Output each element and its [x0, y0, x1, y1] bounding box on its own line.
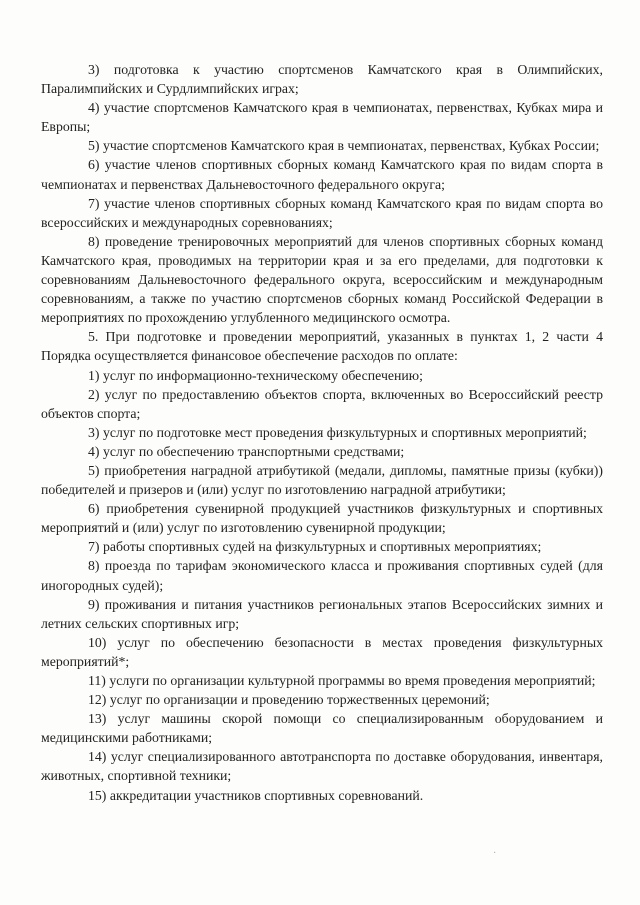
paragraph-item-8: 8) проведение тренировочных мероприятий для членов спортивных сборных команд Камчатского края, проводимых на территории края и за его пределами, для подготовки к соревнованиям Дальневосточного федерального округа, всероссийским и международным соревнованиям, а также по участию спортсменов сборных команд Российской Федерации в мероприятиях по прохождению углубленного медицинского осмотра. — [41, 233, 603, 326]
paragraph-expense-10: 10) услуг по обеспечению безопасности в местах проведения физкультурных мероприятий*; — [41, 634, 603, 669]
paragraph-expense-2: 2) услуг по предоставлению объектов спорта, включенных во Всероссийский реестр объектов спорта; — [41, 386, 603, 421]
paragraph-expense-14: 14) услуг специализированного автотранспорта по доставке оборудования, инвентаря, животных, спортивной техники; — [41, 749, 603, 784]
paragraph-expense-15: 15) аккредитации участников спортивных соревнований. — [88, 787, 424, 803]
paragraph-expense-4: 4) услуг по обеспечению транспортными средствами; — [88, 443, 405, 459]
paragraph-item-7: 7) участие членов спортивных сборных команд Камчатского края по видам спорта во всероссийских и международных соревнованиях; — [41, 195, 603, 230]
paragraph-item-3: 3) подготовка к участию спортсменов Камчатского края в Олимпийских, Паралимпийских и Сурдлимпийских играх; — [41, 62, 603, 97]
paragraph-item-5: 5) участие спортсменов Камчатского края в чемпионатах, первенствах, Кубках России; — [88, 138, 600, 154]
paragraph-expense-7: 7) работы спортивных судей на физкультурных и спортивных мероприятиях; — [88, 539, 542, 555]
paragraph-item-6: 6) участие членов спортивных сборных команд Камчатского края по видам спорта в чемпионатах и первенствах Дальневосточного федерального округа; — [41, 157, 603, 192]
paragraph-section-5: 5. При подготовке и проведении мероприятий, указанных в пунктах 1, 2 части 4 Порядка осуществляется финансовое обеспечение расходов по оплате: — [41, 329, 603, 364]
scan-mark: · — [493, 848, 497, 859]
paragraph-expense-5: 5) приобретения наградной атрибутикой (медали, дипломы, памятные призы (кубки)) победителей и призеров и (или) услуг по изготовлению наградной атрибутики; — [41, 462, 603, 498]
paragraph-item-4: 4) участие спортсменов Камчатского края в чемпионатах, первенствах, Кубках мира и Европы; — [41, 100, 603, 135]
paragraph-expense-12: 12) услуг по организации и проведению торжественных церемоний; — [88, 692, 490, 708]
paragraph-expense-9: 9) проживания и питания участников региональных этапов Всероссийских зимних и летних сельских спортивных игр; — [41, 596, 603, 631]
paragraph-expense-3: 3) услуг по подготовке мест проведения физкультурных и спортивных мероприятий; — [88, 424, 587, 440]
paragraph-expense-1: 1) услуг по информационно-техническому обеспечению; — [88, 367, 423, 383]
paragraph-expense-6: 6) приобретения сувенирной продукцией участников физкультурных и спортивных мероприятий и (или) услуг по изготовлению сувенирной продукции; — [41, 501, 603, 536]
paragraph-expense-13: 13) услуг машины скорой помощи со специализированным оборудованием и медицинскими работниками; — [41, 711, 603, 746]
paragraph-expense-11: 11) услуги по организации культурной программы во время проведения мероприятий; — [88, 673, 596, 688]
paragraph-expense-8: 8) проезда по тарифам экономического класса и проживания спортивных судей (для иногородных судей); — [41, 558, 603, 593]
document-body — [41, 60, 603, 805]
